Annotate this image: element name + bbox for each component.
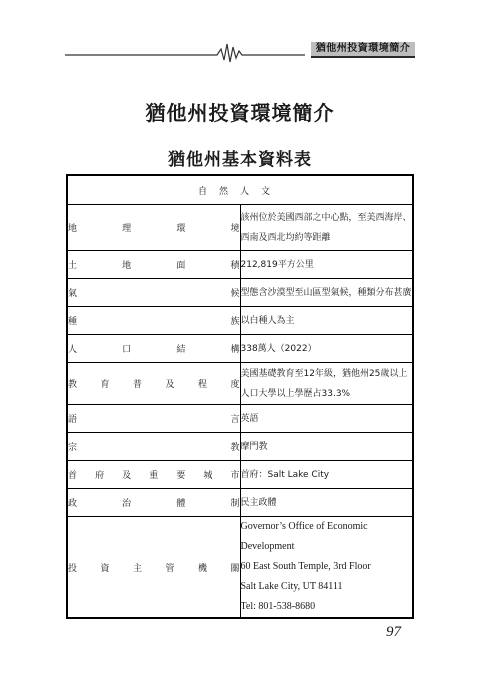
row-label: 地理環境 (67, 205, 240, 251)
page-number: 97 (386, 624, 401, 640)
agency-label: 投資主管機關 (67, 517, 240, 619)
table-row (67, 405, 413, 433)
row-label: 土地面積 (67, 251, 240, 279)
agency-phone: Tel: 801-538-8680 (240, 601, 316, 612)
row-value: 該州位於美國西部之中心點，至美西海岸、西南及西北均約等距離 (240, 205, 413, 251)
table-row (67, 489, 413, 517)
row-value: 英語 (240, 405, 413, 433)
page-title: 猶他州投資環境簡介 (145, 101, 335, 125)
agency-row (67, 517, 413, 619)
table-row (67, 461, 413, 489)
basic-info-table (66, 174, 414, 619)
table-title: 猶他州基本資料表 (168, 150, 312, 170)
running-header (65, 38, 415, 64)
agency-address: 60 East South Temple, 3rd Floor (240, 561, 371, 572)
table-row (67, 363, 413, 405)
table-row (67, 307, 413, 335)
table-row (67, 251, 413, 279)
row-value: 民主政體 (240, 489, 413, 517)
row-label: 政治體制 (67, 489, 240, 517)
row-value: 美國基礎教育至12年級，猶他州25歲以上人口大學以上學歷占33.3% (240, 363, 413, 405)
section-heading-row (67, 175, 413, 205)
agency-name: Governor’s Office of Economic Development (240, 521, 368, 552)
row-value: 摩門教 (240, 433, 413, 461)
row-label: 人口結構 (67, 335, 240, 363)
row-value: 以白種人為主 (240, 307, 413, 335)
table-row (67, 279, 413, 307)
agency-details (240, 517, 413, 619)
agency-city: Salt Lake City, UT 84111 (240, 581, 343, 592)
row-label: 語言 (67, 405, 240, 433)
row-value: 338萬人（2022） (240, 335, 413, 363)
row-value: 型態含沙漠型至山區型氣候，種類分布甚廣 (240, 279, 413, 307)
table-row (67, 335, 413, 363)
section-heading: 自然人文 (67, 175, 413, 205)
row-label: 氣候 (67, 279, 240, 307)
row-value: 首府：Salt Lake City (240, 461, 413, 489)
row-label: 首府及重要城市 (67, 461, 240, 489)
running-title: 猶他州投資環境簡介 (311, 42, 415, 58)
row-label: 教育普及程度 (67, 363, 240, 405)
row-label: 種族 (67, 307, 240, 335)
table-row (67, 205, 413, 251)
row-value: 212,819平方公里 (240, 251, 413, 279)
heartbeat-line (65, 44, 305, 62)
table-row (67, 433, 413, 461)
row-label: 宗教 (67, 433, 240, 461)
